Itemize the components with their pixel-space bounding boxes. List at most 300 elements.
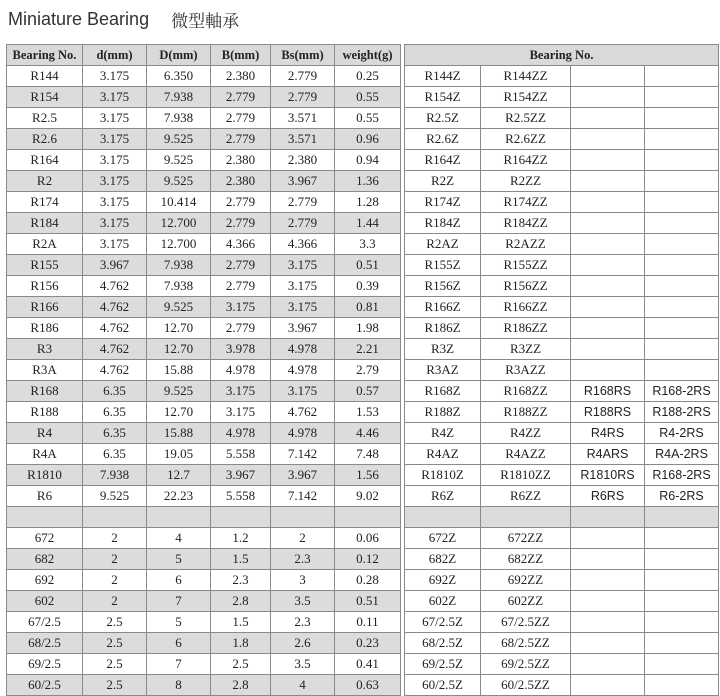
cell-z-variant: R1810Z xyxy=(405,465,481,486)
cell-rs-variant xyxy=(571,612,645,633)
cell-2rs-variant xyxy=(645,150,719,171)
cell-bearing-no: R6 xyxy=(7,486,83,507)
bearing-table xyxy=(6,44,719,696)
cell-B: 2.779 xyxy=(211,213,271,234)
cell-weight: 0.23 xyxy=(335,633,401,654)
cell-weight: 2.79 xyxy=(335,360,401,381)
cell-rs-variant xyxy=(571,591,645,612)
cell-B xyxy=(211,507,271,528)
cell-zz-variant: 672ZZ xyxy=(481,528,571,549)
cell-D: 5 xyxy=(147,549,211,570)
cell-z-variant: 68/2.5Z xyxy=(405,633,481,654)
cell-B: 2.8 xyxy=(211,591,271,612)
cell-Bs: 2.3 xyxy=(271,612,335,633)
cell-Bs: 4.366 xyxy=(271,234,335,255)
cell-D: 12.70 xyxy=(147,318,211,339)
cell-zz-variant: R2ZZ xyxy=(481,171,571,192)
cell-weight: 4.46 xyxy=(335,423,401,444)
cell-zz-variant: R155ZZ xyxy=(481,255,571,276)
cell-bearing-no: 672 xyxy=(7,528,83,549)
cell-d: 3.175 xyxy=(83,192,147,213)
cell-d: 2 xyxy=(83,528,147,549)
cell-zz-variant: R2.6ZZ xyxy=(481,129,571,150)
cell-D: 12.70 xyxy=(147,402,211,423)
cell-weight: 0.11 xyxy=(335,612,401,633)
cell-Bs: 2 xyxy=(271,528,335,549)
cell-rs-variant xyxy=(571,66,645,87)
cell-weight: 0.41 xyxy=(335,654,401,675)
cell-Bs: 3.5 xyxy=(271,591,335,612)
title-english: Miniature Bearing xyxy=(8,8,150,29)
cell-rs-variant xyxy=(571,507,645,528)
cell-2rs-variant xyxy=(645,297,719,318)
cell-D: 7 xyxy=(147,591,211,612)
cell-2rs-variant xyxy=(645,507,719,528)
title-chinese: 微型軸承 xyxy=(171,11,240,32)
cell-Bs: 3.175 xyxy=(271,381,335,402)
cell-B: 2.8 xyxy=(211,675,271,696)
cell-bearing-no xyxy=(7,507,83,528)
cell-Bs: 4.978 xyxy=(271,360,335,381)
cell-D: 12.70 xyxy=(147,339,211,360)
cell-z-variant: 69/2.5Z xyxy=(405,654,481,675)
cell-Bs: 2.380 xyxy=(271,150,335,171)
cell-weight: 0.51 xyxy=(335,255,401,276)
cell-B: 3.175 xyxy=(211,402,271,423)
cell-zz-variant: 692ZZ xyxy=(481,570,571,591)
cell-d: 3.175 xyxy=(83,129,147,150)
cell-z-variant: 672Z xyxy=(405,528,481,549)
cell-weight: 0.25 xyxy=(335,66,401,87)
cell-B: 1.2 xyxy=(211,528,271,549)
cell-B: 4.978 xyxy=(211,360,271,381)
cell-Bs: 2.779 xyxy=(271,87,335,108)
cell-B: 2.380 xyxy=(211,66,271,87)
cell-d: 3.175 xyxy=(83,87,147,108)
cell-2rs-variant xyxy=(645,108,719,129)
table-body xyxy=(7,66,719,696)
cell-bearing-no: 60/2.5 xyxy=(7,675,83,696)
cell-zz-variant: R2.5ZZ xyxy=(481,108,571,129)
table-row xyxy=(7,507,719,528)
cell-z-variant: R3Z xyxy=(405,339,481,360)
cell-B: 4.366 xyxy=(211,234,271,255)
cell-weight: 1.53 xyxy=(335,402,401,423)
cell-d: 2.5 xyxy=(83,612,147,633)
cell-B: 1.5 xyxy=(211,612,271,633)
cell-D xyxy=(147,507,211,528)
table-row xyxy=(7,66,719,87)
cell-D: 9.525 xyxy=(147,129,211,150)
cell-zz-variant: R188ZZ xyxy=(481,402,571,423)
cell-d: 4.762 xyxy=(83,297,147,318)
table-row xyxy=(7,297,719,318)
cell-weight: 0.55 xyxy=(335,108,401,129)
cell-Bs: 3.175 xyxy=(271,255,335,276)
cell-Bs: 3.967 xyxy=(271,171,335,192)
table-row xyxy=(7,255,719,276)
cell-2rs-variant xyxy=(645,234,719,255)
cell-zz-variant: R186ZZ xyxy=(481,318,571,339)
cell-bearing-no: R3A xyxy=(7,360,83,381)
cell-d: 3.175 xyxy=(83,108,147,129)
cell-B: 3.967 xyxy=(211,465,271,486)
cell-D: 15.88 xyxy=(147,423,211,444)
cell-bearing-no: R4 xyxy=(7,423,83,444)
cell-rs-variant: R1810RS xyxy=(571,465,645,486)
table-row xyxy=(7,171,719,192)
cell-Bs: 7.142 xyxy=(271,444,335,465)
cell-rs-variant xyxy=(571,297,645,318)
cell-D: 19.05 xyxy=(147,444,211,465)
cell-rs-variant xyxy=(571,549,645,570)
cell-bearing-no: R166 xyxy=(7,297,83,318)
header-d: d(mm) xyxy=(83,45,147,66)
cell-zz-variant: R184ZZ xyxy=(481,213,571,234)
cell-D: 6 xyxy=(147,633,211,654)
cell-Bs: 4.978 xyxy=(271,339,335,360)
cell-bearing-no: R188 xyxy=(7,402,83,423)
cell-B: 1.8 xyxy=(211,633,271,654)
cell-2rs-variant xyxy=(645,612,719,633)
cell-2rs-variant xyxy=(645,654,719,675)
cell-z-variant: R166Z xyxy=(405,297,481,318)
cell-weight xyxy=(335,507,401,528)
cell-rs-variant xyxy=(571,150,645,171)
cell-D: 7.938 xyxy=(147,87,211,108)
cell-bearing-no: 69/2.5 xyxy=(7,654,83,675)
cell-rs-variant xyxy=(571,360,645,381)
cell-z-variant: 692Z xyxy=(405,570,481,591)
table-row xyxy=(7,192,719,213)
cell-zz-variant: R4ZZ xyxy=(481,423,571,444)
cell-B: 2.779 xyxy=(211,255,271,276)
cell-2rs-variant xyxy=(645,66,719,87)
cell-weight: 1.44 xyxy=(335,213,401,234)
cell-weight: 0.06 xyxy=(335,528,401,549)
cell-Bs: 3 xyxy=(271,570,335,591)
cell-rs-variant xyxy=(571,192,645,213)
cell-d: 3.175 xyxy=(83,234,147,255)
cell-weight: 1.98 xyxy=(335,318,401,339)
cell-Bs: 3.571 xyxy=(271,108,335,129)
cell-z-variant: R156Z xyxy=(405,276,481,297)
cell-B: 2.5 xyxy=(211,654,271,675)
cell-2rs-variant xyxy=(645,360,719,381)
cell-rs-variant xyxy=(571,633,645,654)
cell-B: 2.779 xyxy=(211,129,271,150)
table-row xyxy=(7,612,719,633)
cell-d: 2 xyxy=(83,570,147,591)
cell-bearing-no: R1810 xyxy=(7,465,83,486)
cell-B: 2.380 xyxy=(211,150,271,171)
cell-zz-variant: 67/2.5ZZ xyxy=(481,612,571,633)
cell-d: 7.938 xyxy=(83,465,147,486)
cell-B: 2.779 xyxy=(211,318,271,339)
cell-zz-variant: 68/2.5ZZ xyxy=(481,633,571,654)
cell-2rs-variant xyxy=(645,318,719,339)
cell-zz-variant: 69/2.5ZZ xyxy=(481,654,571,675)
header-D: D(mm) xyxy=(147,45,211,66)
cell-B: 2.3 xyxy=(211,570,271,591)
cell-bearing-no: R2 xyxy=(7,171,83,192)
cell-Bs: 7.142 xyxy=(271,486,335,507)
table-row xyxy=(7,108,719,129)
cell-Bs xyxy=(271,507,335,528)
cell-z-variant: R186Z xyxy=(405,318,481,339)
cell-z-variant: R188Z xyxy=(405,402,481,423)
cell-B: 5.558 xyxy=(211,444,271,465)
cell-weight: 0.57 xyxy=(335,381,401,402)
table-row xyxy=(7,675,719,696)
cell-bearing-no: 682 xyxy=(7,549,83,570)
cell-2rs-variant: R4A-2RS xyxy=(645,444,719,465)
cell-B: 1.5 xyxy=(211,549,271,570)
cell-bearing-no: R2.5 xyxy=(7,108,83,129)
cell-weight: 1.36 xyxy=(335,171,401,192)
cell-d: 2.5 xyxy=(83,675,147,696)
table-row xyxy=(7,465,719,486)
cell-D: 12.700 xyxy=(147,213,211,234)
cell-rs-variant: R188RS xyxy=(571,402,645,423)
table-row xyxy=(7,591,719,612)
cell-2rs-variant: R6-2RS xyxy=(645,486,719,507)
cell-d xyxy=(83,507,147,528)
cell-D: 8 xyxy=(147,675,211,696)
cell-d: 3.967 xyxy=(83,255,147,276)
table-row xyxy=(7,654,719,675)
cell-D: 7.938 xyxy=(147,255,211,276)
cell-d: 6.35 xyxy=(83,444,147,465)
cell-D: 12.700 xyxy=(147,234,211,255)
header-weight: weight(g) xyxy=(335,45,401,66)
cell-D: 10.414 xyxy=(147,192,211,213)
cell-d: 3.175 xyxy=(83,150,147,171)
page-title xyxy=(8,6,239,32)
cell-rs-variant xyxy=(571,129,645,150)
cell-d: 4.762 xyxy=(83,339,147,360)
cell-rs-variant: R6RS xyxy=(571,486,645,507)
cell-d: 3.175 xyxy=(83,171,147,192)
cell-2rs-variant xyxy=(645,339,719,360)
cell-D: 9.525 xyxy=(147,297,211,318)
cell-bearing-no: R164 xyxy=(7,150,83,171)
header-Bs: Bs(mm) xyxy=(271,45,335,66)
table-row xyxy=(7,318,719,339)
cell-z-variant: R144Z xyxy=(405,66,481,87)
cell-Bs: 3.967 xyxy=(271,465,335,486)
cell-rs-variant xyxy=(571,570,645,591)
cell-bearing-no: 67/2.5 xyxy=(7,612,83,633)
cell-z-variant: R2Z xyxy=(405,171,481,192)
cell-B: 2.779 xyxy=(211,192,271,213)
table-row xyxy=(7,549,719,570)
table-row xyxy=(7,381,719,402)
cell-rs-variant: R4RS xyxy=(571,423,645,444)
cell-2rs-variant xyxy=(645,633,719,654)
cell-d: 9.525 xyxy=(83,486,147,507)
cell-weight: 0.94 xyxy=(335,150,401,171)
cell-B: 2.779 xyxy=(211,108,271,129)
cell-zz-variant: 682ZZ xyxy=(481,549,571,570)
cell-z-variant: R155Z xyxy=(405,255,481,276)
header-B: B(mm) xyxy=(211,45,271,66)
cell-zz-variant: R1810ZZ xyxy=(481,465,571,486)
cell-weight: 0.28 xyxy=(335,570,401,591)
cell-B: 2.380 xyxy=(211,171,271,192)
cell-zz-variant: R174ZZ xyxy=(481,192,571,213)
table-row xyxy=(7,234,719,255)
cell-D: 5 xyxy=(147,612,211,633)
header-bearing-no-variants: Bearing No. xyxy=(405,45,719,66)
cell-B: 3.978 xyxy=(211,339,271,360)
cell-Bs: 3.175 xyxy=(271,297,335,318)
table-row xyxy=(7,276,719,297)
cell-weight: 7.48 xyxy=(335,444,401,465)
cell-Bs: 2.6 xyxy=(271,633,335,654)
cell-D: 9.525 xyxy=(147,171,211,192)
cell-rs-variant xyxy=(571,339,645,360)
cell-d: 4.762 xyxy=(83,360,147,381)
cell-2rs-variant xyxy=(645,129,719,150)
cell-Bs: 3.175 xyxy=(271,276,335,297)
cell-d: 3.175 xyxy=(83,66,147,87)
cell-zz-variant: 60/2.5ZZ xyxy=(481,675,571,696)
cell-d: 6.35 xyxy=(83,381,147,402)
cell-B: 2.779 xyxy=(211,276,271,297)
cell-weight: 9.02 xyxy=(335,486,401,507)
cell-bearing-no: R2.6 xyxy=(7,129,83,150)
cell-2rs-variant xyxy=(645,213,719,234)
cell-z-variant: R164Z xyxy=(405,150,481,171)
cell-weight: 1.56 xyxy=(335,465,401,486)
table-row xyxy=(7,528,719,549)
cell-zz-variant: R164ZZ xyxy=(481,150,571,171)
cell-2rs-variant xyxy=(645,591,719,612)
cell-D: 22.23 xyxy=(147,486,211,507)
cell-bearing-no: R144 xyxy=(7,66,83,87)
cell-D: 12.7 xyxy=(147,465,211,486)
table-row xyxy=(7,213,719,234)
cell-2rs-variant xyxy=(645,171,719,192)
cell-2rs-variant xyxy=(645,675,719,696)
cell-zz-variant: R156ZZ xyxy=(481,276,571,297)
cell-2rs-variant xyxy=(645,276,719,297)
cell-bearing-no: R154 xyxy=(7,87,83,108)
cell-rs-variant xyxy=(571,87,645,108)
cell-z-variant: R2.5Z xyxy=(405,108,481,129)
cell-rs-variant xyxy=(571,171,645,192)
cell-bearing-no: R168 xyxy=(7,381,83,402)
cell-Bs: 4.978 xyxy=(271,423,335,444)
cell-zz-variant: R2AZZ xyxy=(481,234,571,255)
cell-2rs-variant xyxy=(645,192,719,213)
cell-Bs: 4.762 xyxy=(271,402,335,423)
cell-D: 6.350 xyxy=(147,66,211,87)
header-bearing-no: Bearing No. xyxy=(7,45,83,66)
cell-bearing-no: R186 xyxy=(7,318,83,339)
cell-weight: 0.96 xyxy=(335,129,401,150)
table-row xyxy=(7,87,719,108)
cell-rs-variant xyxy=(571,654,645,675)
cell-D: 9.525 xyxy=(147,150,211,171)
cell-d: 6.35 xyxy=(83,402,147,423)
cell-2rs-variant: R4-2RS xyxy=(645,423,719,444)
cell-d: 4.762 xyxy=(83,318,147,339)
cell-2rs-variant xyxy=(645,87,719,108)
cell-weight: 1.28 xyxy=(335,192,401,213)
cell-weight: 0.12 xyxy=(335,549,401,570)
cell-z-variant: 602Z xyxy=(405,591,481,612)
cell-z-variant: R2.6Z xyxy=(405,129,481,150)
cell-weight: 0.81 xyxy=(335,297,401,318)
cell-bearing-no: R2A xyxy=(7,234,83,255)
cell-Bs: 2.3 xyxy=(271,549,335,570)
cell-zz-variant: R144ZZ xyxy=(481,66,571,87)
cell-d: 4.762 xyxy=(83,276,147,297)
cell-z-variant: 682Z xyxy=(405,549,481,570)
cell-2rs-variant xyxy=(645,528,719,549)
cell-B: 2.779 xyxy=(211,87,271,108)
cell-d: 2.5 xyxy=(83,654,147,675)
cell-D: 7.938 xyxy=(147,108,211,129)
table-row xyxy=(7,339,719,360)
cell-rs-variant xyxy=(571,675,645,696)
cell-Bs: 2.779 xyxy=(271,192,335,213)
cell-z-variant: R184Z xyxy=(405,213,481,234)
cell-zz-variant: R4AZZ xyxy=(481,444,571,465)
table-row xyxy=(7,423,719,444)
cell-2rs-variant xyxy=(645,255,719,276)
cell-2rs-variant xyxy=(645,570,719,591)
cell-zz-variant: R6ZZ xyxy=(481,486,571,507)
cell-2rs-variant: R188-2RS xyxy=(645,402,719,423)
table-row xyxy=(7,486,719,507)
cell-rs-variant xyxy=(571,276,645,297)
table-row xyxy=(7,402,719,423)
cell-Bs: 3.571 xyxy=(271,129,335,150)
cell-2rs-variant xyxy=(645,549,719,570)
table-row xyxy=(7,570,719,591)
cell-Bs: 3.967 xyxy=(271,318,335,339)
cell-d: 6.35 xyxy=(83,423,147,444)
table-row xyxy=(7,444,719,465)
cell-zz-variant xyxy=(481,507,571,528)
cell-zz-variant: R166ZZ xyxy=(481,297,571,318)
table-row xyxy=(7,360,719,381)
cell-bearing-no: 692 xyxy=(7,570,83,591)
table-row xyxy=(7,129,719,150)
cell-z-variant: R3AZ xyxy=(405,360,481,381)
cell-d: 2 xyxy=(83,549,147,570)
cell-B: 3.175 xyxy=(211,297,271,318)
cell-weight: 0.55 xyxy=(335,87,401,108)
cell-rs-variant xyxy=(571,108,645,129)
cell-weight: 0.51 xyxy=(335,591,401,612)
cell-B: 5.558 xyxy=(211,486,271,507)
cell-z-variant: R168Z xyxy=(405,381,481,402)
cell-rs-variant xyxy=(571,213,645,234)
cell-D: 7.938 xyxy=(147,276,211,297)
cell-bearing-no: R4A xyxy=(7,444,83,465)
cell-z-variant: R4AZ xyxy=(405,444,481,465)
cell-B: 3.175 xyxy=(211,381,271,402)
cell-Bs: 2.779 xyxy=(271,213,335,234)
cell-d: 2.5 xyxy=(83,633,147,654)
cell-z-variant: R154Z xyxy=(405,87,481,108)
cell-weight: 0.63 xyxy=(335,675,401,696)
cell-weight: 0.39 xyxy=(335,276,401,297)
